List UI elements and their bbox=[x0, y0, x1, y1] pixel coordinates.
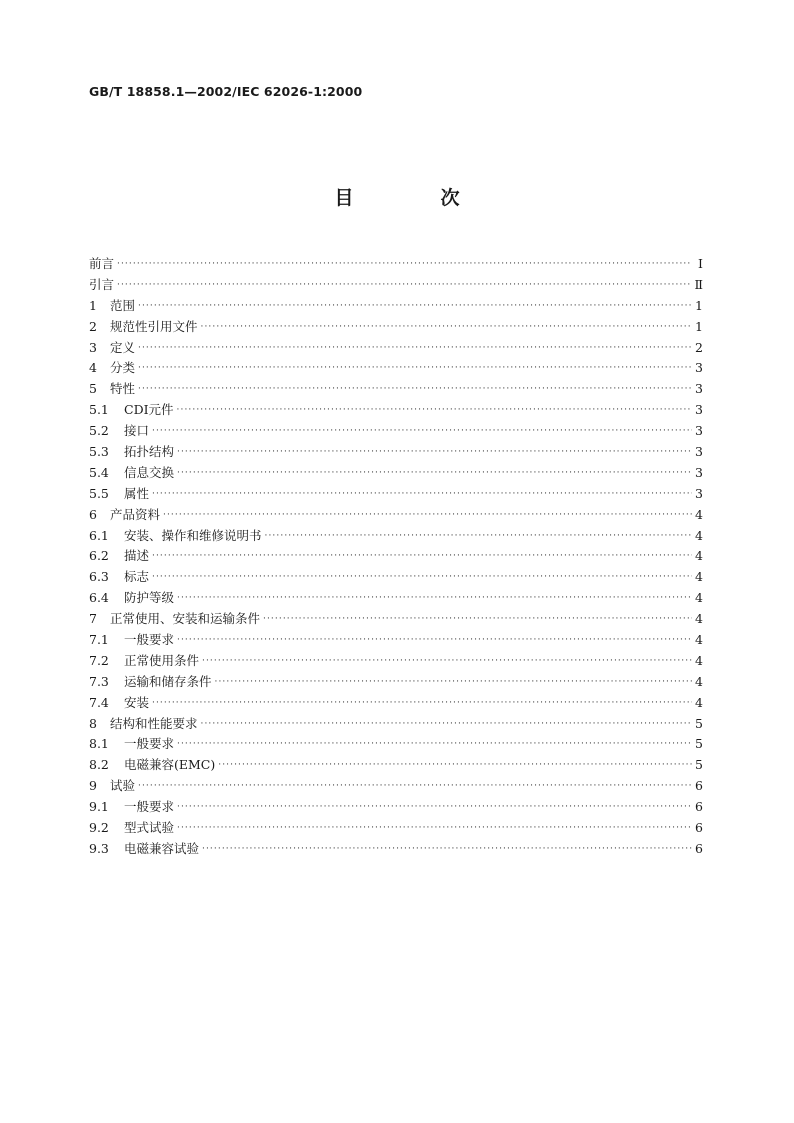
toc-entry-number: 9.1 bbox=[89, 799, 109, 815]
toc-entry-page: 4 bbox=[695, 632, 703, 648]
toc-entry-number: 6.4 bbox=[89, 590, 109, 606]
toc-entry[interactable] bbox=[89, 275, 703, 296]
toc-leader-dots bbox=[201, 317, 692, 338]
toc-entry-page: 3 bbox=[695, 360, 703, 376]
toc-entry-label: 前言 bbox=[89, 256, 115, 271]
toc-entry-label: 分类 bbox=[110, 360, 136, 376]
toc-entry-label: 正常使用条件 bbox=[124, 652, 200, 668]
toc-leader-dots bbox=[138, 338, 692, 359]
toc-entry-number: 5.4 bbox=[89, 464, 109, 480]
toc-leader-dots bbox=[117, 254, 692, 275]
toc-entry-number: 9.3 bbox=[89, 840, 109, 856]
toc-entry-number: 3 bbox=[89, 339, 97, 355]
toc-entry-label: 标志 bbox=[124, 569, 150, 585]
toc-leader-dots bbox=[163, 505, 692, 526]
toc-entry-number: 7 bbox=[89, 611, 97, 627]
toc-entry-page: 6 bbox=[695, 820, 703, 836]
toc-entry-label: 安装 bbox=[124, 694, 150, 710]
page-title: 目 次 bbox=[334, 187, 494, 209]
toc-entry[interactable] bbox=[89, 693, 703, 714]
toc-entry-page: 4 bbox=[695, 694, 703, 710]
toc-entry-page: 3 bbox=[695, 402, 703, 418]
toc-entry-label: 特性 bbox=[110, 381, 136, 397]
toc-entry-page: 2 bbox=[695, 339, 703, 355]
toc-entry-page: 4 bbox=[695, 673, 703, 689]
toc-entry[interactable] bbox=[89, 588, 703, 609]
toc-entry-label: 引言 bbox=[89, 276, 115, 292]
toc-entry-page: 6 bbox=[695, 799, 703, 815]
toc-entry-number: 1 bbox=[89, 297, 97, 313]
toc-entry[interactable] bbox=[89, 714, 703, 735]
toc-entry[interactable] bbox=[89, 609, 703, 630]
toc-leader-dots bbox=[117, 275, 691, 296]
toc-entry-label: 正常使用、安装和运输条件 bbox=[110, 611, 261, 627]
table-of-contents bbox=[89, 254, 703, 860]
toc-entry-label: 接口 bbox=[124, 423, 150, 439]
toc-entry[interactable] bbox=[89, 254, 703, 275]
toc-entry-number: 5 bbox=[89, 381, 97, 397]
toc-entry[interactable] bbox=[89, 400, 703, 421]
toc-entry-page: 3 bbox=[695, 485, 703, 501]
toc-entry-page: 3 bbox=[695, 423, 703, 439]
toc-entry-label: 一般要求 bbox=[124, 799, 175, 815]
toc-entry-label: 规范性引用文件 bbox=[110, 318, 198, 334]
toc-entry[interactable] bbox=[89, 421, 703, 442]
toc-entry[interactable] bbox=[89, 567, 703, 588]
toc-entry-label: 范围 bbox=[110, 297, 136, 313]
toc-entry[interactable] bbox=[89, 651, 703, 672]
toc-entry-number: 6.2 bbox=[89, 548, 109, 564]
toc-entry[interactable] bbox=[89, 484, 703, 505]
toc-entry[interactable] bbox=[89, 797, 703, 818]
toc-entry-label: 属性 bbox=[124, 485, 150, 501]
toc-entry-label: 描述 bbox=[124, 548, 150, 564]
toc-entry-number: 5.3 bbox=[89, 444, 109, 460]
toc-leader-dots bbox=[263, 609, 692, 630]
toc-leader-dots bbox=[177, 734, 692, 755]
toc-entry-number: 7.2 bbox=[89, 652, 109, 668]
toc-entry-number: 6 bbox=[89, 506, 97, 522]
toc-entry-number: 6.3 bbox=[89, 569, 109, 585]
toc-entry[interactable] bbox=[89, 526, 703, 547]
toc-entry[interactable] bbox=[89, 839, 703, 860]
toc-entry-page: 6 bbox=[695, 840, 703, 856]
toc-entry-label: 信息交换 bbox=[124, 464, 175, 480]
toc-leader-dots bbox=[177, 400, 692, 421]
toc-entry[interactable] bbox=[89, 358, 703, 379]
toc-leader-dots bbox=[152, 693, 692, 714]
toc-entry-label: 电磁兼容(EMC) bbox=[124, 757, 216, 773]
toc-leader-dots bbox=[177, 588, 692, 609]
toc-entry-page: Ⅰ bbox=[698, 256, 703, 271]
toc-entry-number: 5.5 bbox=[89, 485, 109, 501]
toc-entry-page: 5 bbox=[695, 715, 703, 731]
toc-entry-label: 产品资料 bbox=[110, 506, 161, 522]
toc-entry-page: 6 bbox=[695, 778, 703, 794]
toc-entry[interactable] bbox=[89, 755, 703, 776]
toc-leader-dots bbox=[152, 567, 692, 588]
toc-entry-number: 8 bbox=[89, 715, 97, 731]
toc-entry-label: 型式试验 bbox=[124, 820, 175, 836]
toc-entry-page: 4 bbox=[695, 548, 703, 564]
toc-entry[interactable] bbox=[89, 317, 703, 338]
toc-entry-label: 电磁兼容试验 bbox=[124, 840, 200, 856]
toc-leader-dots bbox=[215, 672, 692, 693]
toc-entry-page: 3 bbox=[695, 464, 703, 480]
toc-entry-page: 1 bbox=[695, 318, 703, 334]
toc-entry-page: Ⅱ bbox=[694, 276, 703, 292]
toc-entry[interactable] bbox=[89, 776, 703, 797]
toc-leader-dots bbox=[138, 296, 692, 317]
toc-entry-number: 7.3 bbox=[89, 673, 109, 689]
toc-leader-dots bbox=[177, 442, 692, 463]
toc-entry-page: 3 bbox=[695, 381, 703, 397]
toc-leader-dots bbox=[265, 526, 692, 547]
toc-leader-dots bbox=[138, 776, 692, 797]
toc-leader-dots bbox=[177, 818, 692, 839]
toc-leader-dots bbox=[152, 484, 692, 505]
toc-entry[interactable] bbox=[89, 463, 703, 484]
toc-entry-number: 4 bbox=[89, 360, 97, 376]
toc-entry-number: 6.1 bbox=[89, 527, 109, 543]
toc-entry-number: 7.4 bbox=[89, 694, 109, 710]
toc-leader-dots bbox=[202, 651, 692, 672]
toc-entry[interactable] bbox=[89, 672, 703, 693]
toc-entry-number: 9.2 bbox=[89, 820, 109, 836]
toc-entry[interactable] bbox=[89, 338, 703, 359]
toc-leader-dots bbox=[177, 463, 692, 484]
toc-entry-label: CDI元件 bbox=[124, 402, 174, 418]
toc-entry-number: 8.2 bbox=[89, 757, 109, 773]
toc-leader-dots bbox=[218, 755, 692, 776]
toc-entry-number: 8.1 bbox=[89, 736, 109, 752]
toc-entry-page: 4 bbox=[695, 506, 703, 522]
toc-entry-label: 定义 bbox=[110, 339, 136, 355]
toc-entry-page: 3 bbox=[695, 444, 703, 460]
toc-entry-number: 7.1 bbox=[89, 632, 109, 648]
toc-entry[interactable] bbox=[89, 296, 703, 317]
toc-entry-label: 拓扑结构 bbox=[124, 444, 175, 460]
toc-entry-label: 结构和性能要求 bbox=[110, 715, 198, 731]
toc-entry[interactable] bbox=[89, 818, 703, 839]
toc-entry[interactable] bbox=[89, 630, 703, 651]
toc-entry-number: 2 bbox=[89, 318, 97, 334]
toc-leader-dots bbox=[138, 358, 692, 379]
toc-leader-dots bbox=[138, 379, 692, 400]
toc-entry-page: 4 bbox=[695, 611, 703, 627]
toc-entry[interactable] bbox=[89, 546, 703, 567]
toc-entry-number: 5.2 bbox=[89, 423, 109, 439]
toc-entry-number: 9 bbox=[89, 778, 97, 794]
toc-entry[interactable] bbox=[89, 379, 703, 400]
toc-leader-dots bbox=[177, 630, 692, 651]
toc-entry-page: 5 bbox=[695, 757, 703, 773]
toc-entry-label: 运输和储存条件 bbox=[124, 673, 212, 689]
toc-entry[interactable] bbox=[89, 734, 703, 755]
toc-entry-page: 4 bbox=[695, 590, 703, 606]
toc-entry-label: 试验 bbox=[110, 778, 136, 794]
toc-entry-label: 一般要求 bbox=[124, 736, 175, 752]
toc-entry-number: 5.1 bbox=[89, 402, 109, 418]
toc-leader-dots bbox=[152, 421, 692, 442]
toc-leader-dots bbox=[202, 839, 692, 860]
toc-entry-page: 5 bbox=[695, 736, 703, 752]
toc-entry-page: 1 bbox=[695, 297, 703, 313]
toc-entry-label: 防护等级 bbox=[124, 590, 175, 606]
toc-leader-dots bbox=[152, 546, 692, 567]
toc-entry-page: 4 bbox=[695, 569, 703, 585]
document-header: GB/T 18858.1—2002/IEC 62026-1:2000 bbox=[89, 84, 363, 99]
toc-entry[interactable] bbox=[89, 442, 703, 463]
toc-entry-label: 安装、操作和维修说明书 bbox=[124, 527, 262, 543]
toc-entry[interactable] bbox=[89, 505, 703, 526]
toc-entry-label: 一般要求 bbox=[124, 632, 175, 648]
toc-leader-dots bbox=[177, 797, 692, 818]
toc-entry-page: 4 bbox=[695, 652, 703, 668]
toc-leader-dots bbox=[201, 714, 692, 735]
toc-entry-page: 4 bbox=[695, 527, 703, 543]
